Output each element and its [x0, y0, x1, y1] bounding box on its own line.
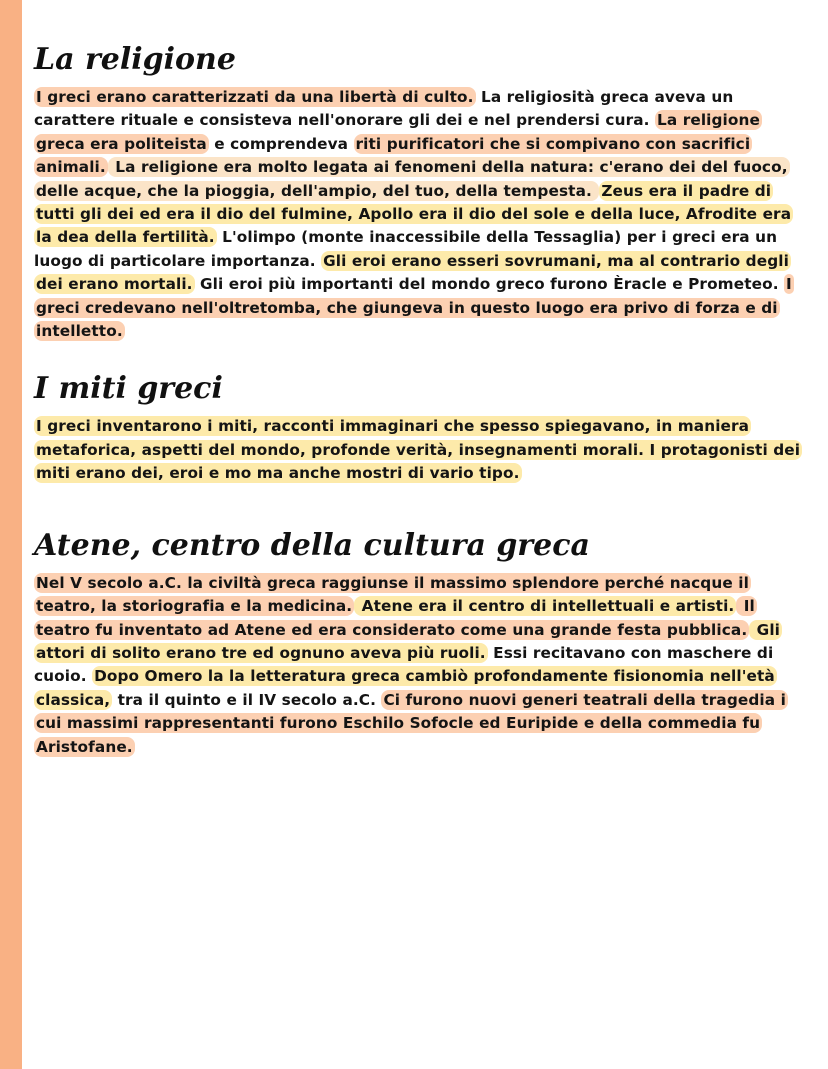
highlighted-text: I greci credevano nell'oltretomba, che giungeva in questo luogo era privo di forza e di intelletto. [36, 275, 792, 341]
highlighted-text: Zeus era il padre di tutti gli dei ed era il dio del fulmine, Apollo era il dio del sole e della luce, Afrodite era la dea della fertilità. [36, 181, 792, 247]
section-miti-greci [34, 367, 804, 485]
section-title-miti-greci: I miti greci [34, 371, 223, 407]
highlighted-text: Gli attori di solito erano tre ed ognuno aveva più ruoli. [36, 620, 781, 662]
body-text: Essi recitavano con maschere di cuoio. [34, 643, 774, 686]
highlighted-text: Gli eroi erano esseri sovrumani, ma al contrario degli dei erano mortali. [36, 251, 789, 294]
highlighted-text: La religione greca era politeista [36, 111, 760, 153]
body-text: La religiosità greca aveva un carattere rituale e consisteva nell'onorare gli dei e nel prendersi cura. [34, 88, 734, 130]
section-atene [34, 524, 804, 759]
highlighted-text: riti purificatori che si compivano con sacrifici animali. [36, 134, 751, 177]
highlighted-text: I greci inventarono i miti, racconti immaginari che spesso spiegavano, in maniera metaforica, aspetti del mondo, profonde verità, insegnamenti morali. I protagonisti dei miti erano dei, eroi e mo ma anche mostri di vario tipo. [36, 417, 801, 483]
highlighted-text: Atene era il centro di intellettuali e artisti. [356, 597, 735, 616]
section-body-religione [34, 86, 804, 343]
highlighted-text: I greci erano caratterizzati da una libertà di culto. [36, 88, 474, 106]
body-text: tra il quinto e il IV secolo a.C. [112, 690, 382, 709]
body-text: e comprendeva [208, 134, 354, 153]
highlighted-text: La religione era molto legata ai fenomeni della natura: c'erano dei del fuoco, delle acque, che la pioggia, dell'ampio, del tuo, della tempesta. [36, 158, 788, 200]
body-text: Gli eroi più importanti del mondo greco furono Èracle e Prometeo. [194, 275, 785, 294]
highlighted-text: Ci furono nuovi generi teatrali della tragedia i cui massimi rappresentanti furono Eschilo Sofocle ed Euripide e della commedia fu Aristofane. [36, 690, 786, 756]
section-title-religione: La religione [34, 42, 236, 77]
section-body-atene [34, 572, 804, 759]
body-text: L'olimpo (monte inaccessibile della Tessaglia) per i greci era un luogo di particolare importanza. [34, 228, 778, 270]
highlighted-text: Dopo Omero la la letteratura greca cambiò profondamente fisionomia nell'età classica, [36, 667, 775, 709]
section-body-miti-greci [34, 415, 804, 485]
highlighted-text: Il teatro fu inventato ad Atene ed era considerato come una grande festa pubblica. [36, 597, 755, 639]
left-accent-bar [0, 0, 22, 1069]
section-religione [34, 38, 804, 343]
highlighted-text: Nel V secolo a.C. la civiltà greca raggiunse il massimo splendore perché nacque il teatro, la storiografia e la medicina. [36, 573, 749, 616]
notes-page [34, 38, 804, 759]
section-title-atene: Atene, centro della cultura greca [34, 527, 590, 563]
